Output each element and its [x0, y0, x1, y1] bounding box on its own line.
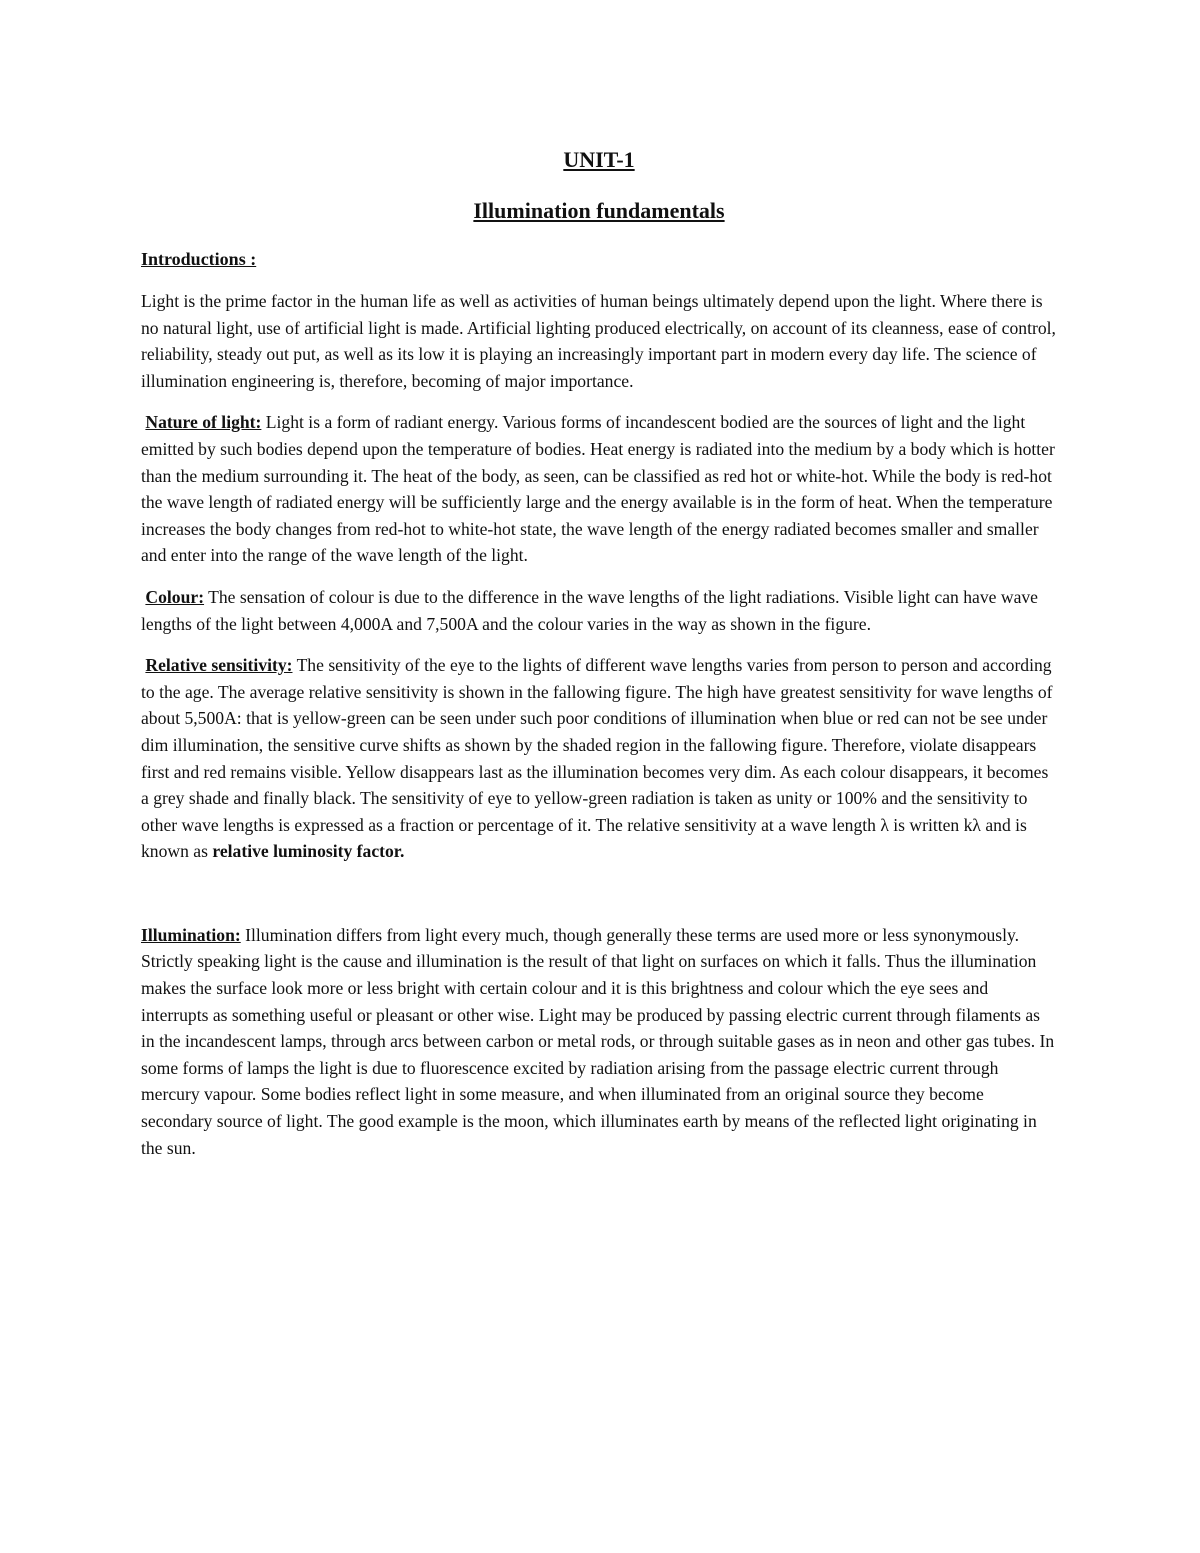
illumination-text: Illumination differs from light every much, though generally these terms are used more or less synonymously. Strictly speaking light is the cause and illumination is the result of that light on surfaces on which it falls. Thus the illumination makes the surface look more or less bright with certain colour and it is this brightness and colour which the eye sees and interrupts as something useful or pleasant or other wise. Light may be produced by passing electric current through filaments as in the incandescent lamps, through arcs between carbon or metal rods, or through suitable gases as in neon and other gas tubes. In some forms of lamps the light is due to fluorescence excited by radiation arising from the passage electric current through mercury vapour. Some bodies reflect light in some measure, and when illuminated from an original source they become secondary source of light. The good example is the moon, which illuminates earth by means of the reflected light originating in the sun. [141, 924, 1055, 1158]
illumination-heading: Illumination: [141, 924, 241, 945]
nature-of-light-heading: Nature of light: [145, 412, 262, 433]
introductions-paragraph: Light is the prime factor in the human life as well as activities of human beings ultimately depend upon the light. Where there is no natural light, use of artificial light is made. Artificial lighting produced electrically, on account of its cleanness, ease of control, reliability, steady out put, as well as its low it is playing an increasingly important part in modern every day life. The science of illumination engineering is, therefore, becoming of major importance. [141, 291, 1056, 391]
nature-of-light-text: Light is a form of radiant energy. Various forms of incandescent bodied are the sources of light and the light emitted by such bodies depend upon the temperature of bodies. Heat energy is radiated into the medium by a body which is hotter than the medium surrounding it. The heat of the body, as seen, can be classified as red hot or white-hot. While the body is red-hot the wave length of radiated energy will be sufficiently large and the energy available is in the form of heat. When the temperature increases the body changes from red-hot to white-hot state, the wave length of the energy radiated becomes smaller and smaller and enter into the range of the wave length of the light. [141, 412, 1055, 566]
unit-title: UNIT-1 [563, 147, 635, 172]
colour-text: The sensation of colour is due to the difference in the wave lengths of the light radiations. Visible light can have wave lengths of the light between 4,000A and 7,500A and the colour varies in the way as shown in the figure. [141, 586, 1038, 634]
relative-sensitivity-heading: Relative sensitivity: [145, 655, 293, 676]
relative-luminosity-term: relative luminosity factor. [212, 841, 405, 862]
relative-sensitivity-paragraph [141, 652, 1057, 865]
nature-of-light-paragraph [141, 409, 1057, 569]
document-subtitle: Illumination fundamentals [473, 198, 725, 223]
illumination-paragraph [141, 922, 1057, 1161]
relative-sensitivity-text: The sensitivity of the eye to the lights of different wave lengths varies from person to person and according to the age. The average relative sensitivity is shown in the fallowing figure. The high have greatest sensitivity for wave lengths of about 5,500A: that is yellow-green can be seen under such poor conditions of illumination when blue or red can not be see under dim illumination, the sensitive curve shifts as shown by the shaded region in the fallowing figure. Therefore, violate disappears first and red remains visible. Yellow disappears last as the illumination becomes very dim. As each colour disappears, it becomes a grey shade and finally black. The sensitivity of eye to yellow-green radiation is taken as unity or 100% and the sensitivity to other wave lengths is expressed as a fraction or percentage of it. The relative sensitivity at a wave length λ is written kλ and is known as [141, 655, 1053, 862]
colour-heading: Colour: [145, 586, 205, 607]
introductions-heading: Introductions : [141, 249, 257, 269]
document-page [141, 140, 1057, 1161]
colour-paragraph [141, 584, 1057, 637]
